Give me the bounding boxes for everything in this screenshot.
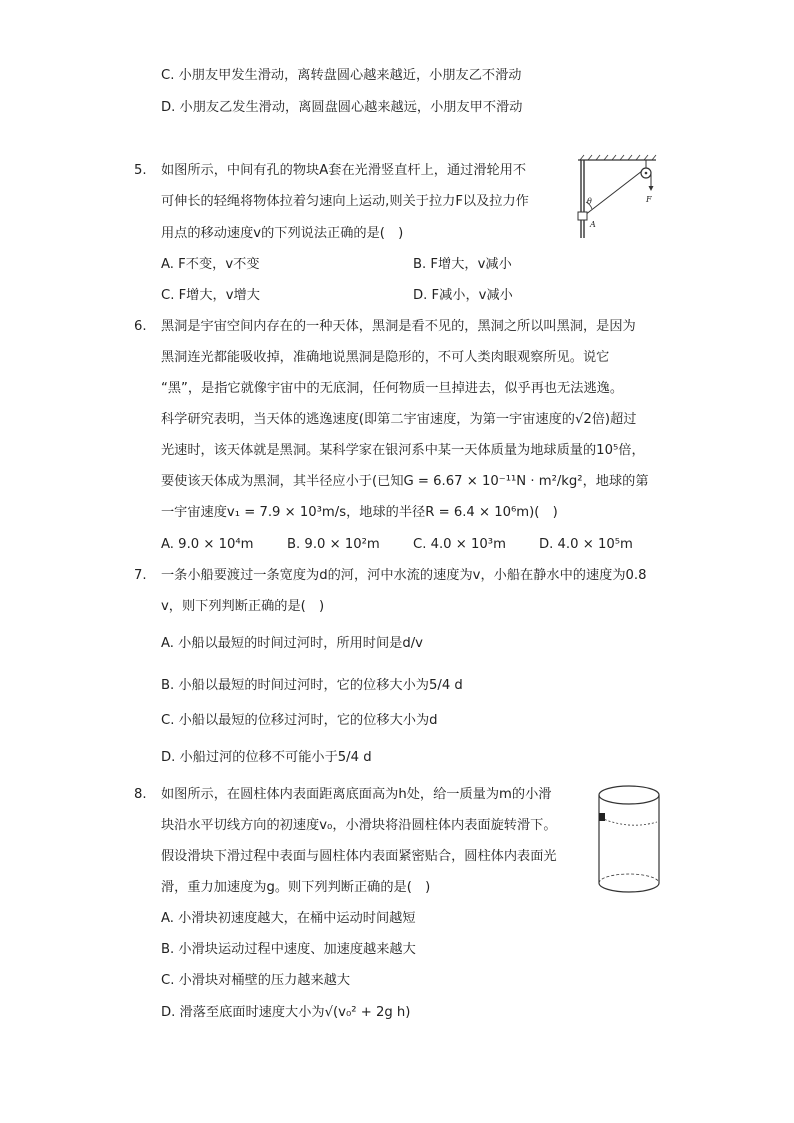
force-f-label: F <box>646 195 652 204</box>
q8-option-d: D. 滑落至底面时速度大小为√(v₀² + 2g h) <box>161 1005 411 1020</box>
q6-line-4: 科学研究表明，当天体的逃逸速度(即第二宇宙速度，为第一宇宙速度的√2倍)超过 <box>161 412 637 427</box>
q5-number: 5. <box>134 163 147 178</box>
q5-option-c: C. F增大，v增大 <box>161 288 260 303</box>
q6-line-5: 光速时，该天体就是黑洞。某科学家在银河系中某一天体质量为地球质量的10⁵倍， <box>161 443 645 458</box>
q6-line-3: “黑”，是指它就像宇宙中的无底洞，任何物质一旦掉进去，似乎再也无法逃逸。 <box>161 381 624 396</box>
q5-line-1: 如图所示，中间有孔的物块A套在光滑竖直杆上，通过滑轮用不 <box>161 163 527 178</box>
q8-line-4: 滑，重力加速度为g。则下列判断正确的是( ) <box>161 880 431 895</box>
q7-number: 7. <box>134 568 147 583</box>
q7-option-b: B. 小船以最短的时间过河时，它的位移大小为5/4 d <box>161 678 463 693</box>
cylinder-figure <box>596 782 664 896</box>
q8-line-1: 如图所示，在圆柱体内表面距离底面高为h处，给一质量为m的小滑 <box>161 787 552 802</box>
q7-option-d: D. 小船过河的位移不可能小于5/4 d <box>161 750 372 765</box>
q7-option-c: C. 小船以最短的位移过河时，它的位移大小为d <box>161 713 438 728</box>
q8-number: 8. <box>134 787 147 802</box>
block-a-label: A <box>590 220 596 229</box>
q6-line-7: 一宇宙速度v₁ = 7.9 × 10³m/s，地球的半径R = 6.4 × 10⁶m)( ) <box>161 505 558 520</box>
q8-line-2: 块沿水平切线方向的初速度v₀，小滑块将沿圆柱体内表面旋转滑下。 <box>161 818 557 833</box>
q7-line-2: v，则下列判断正确的是( ) <box>161 599 325 614</box>
q8-line-3: 假设滑块下滑过程中表面与圆柱体内表面紧密贴合，圆柱体内表面光 <box>161 849 557 864</box>
q6-option-a: A. 9.0 × 10⁴m <box>161 537 254 552</box>
q6-line-1: 黑洞是宇宙空间内存在的一种天体，黑洞是看不见的，黑洞之所以叫黑洞，是因为 <box>161 319 636 334</box>
q5-option-d: D. F减小，v减小 <box>413 288 513 303</box>
q6-option-d: D. 4.0 × 10⁵m <box>539 537 633 552</box>
q4-option-c: C. 小朋友甲发生滑动，离转盘圆心越来越近，小朋友乙不滑动 <box>161 68 522 83</box>
q5-option-b: B. F增大，v减小 <box>413 257 512 272</box>
q6-line-6: 要使该天体成为黑洞，其半径应小于(已知G = 6.67 × 10⁻¹¹N · m²/kg²，地球的第 <box>161 474 649 489</box>
q4-option-d: D. 小朋友乙发生滑动，离圆盘圆心越来越远，小朋友甲不滑动 <box>161 100 523 115</box>
q6-option-c: C. 4.0 × 10³m <box>413 537 506 552</box>
q5-line-2: 可伸长的轻绳将物体拉着匀速向上运动,则关于拉力F以及拉力作 <box>161 194 529 209</box>
q6-option-b: B. 9.0 × 10²m <box>287 537 380 552</box>
q6-line-2: 黑洞连光都能吸收掉，准确地说黑洞是隐形的，不可人类肉眼观察所见。说它 <box>161 350 610 365</box>
q8-option-b: B. 小滑块运动过程中速度、加速度越来越大 <box>161 942 416 957</box>
theta-label: θ <box>587 197 592 206</box>
q6-number: 6. <box>134 319 147 334</box>
q8-option-a: A. 小滑块初速度越大，在桶中运动时间越短 <box>161 911 416 926</box>
q7-line-1: 一条小船要渡过一条宽度为d的河，河中水流的速度为v，小船在静水中的速度为0.8 <box>161 568 647 583</box>
q5-option-a: A. F不变，v不变 <box>161 257 260 272</box>
pulley-figure <box>572 154 662 246</box>
q5-line-3: 用点的移动速度v的下列说法正确的是( ) <box>161 226 404 241</box>
q7-option-a: A. 小船以最短的时间过河时，所用时间是d/v <box>161 636 423 651</box>
q8-option-c: C. 小滑块对桶壁的压力越来越大 <box>161 973 351 988</box>
